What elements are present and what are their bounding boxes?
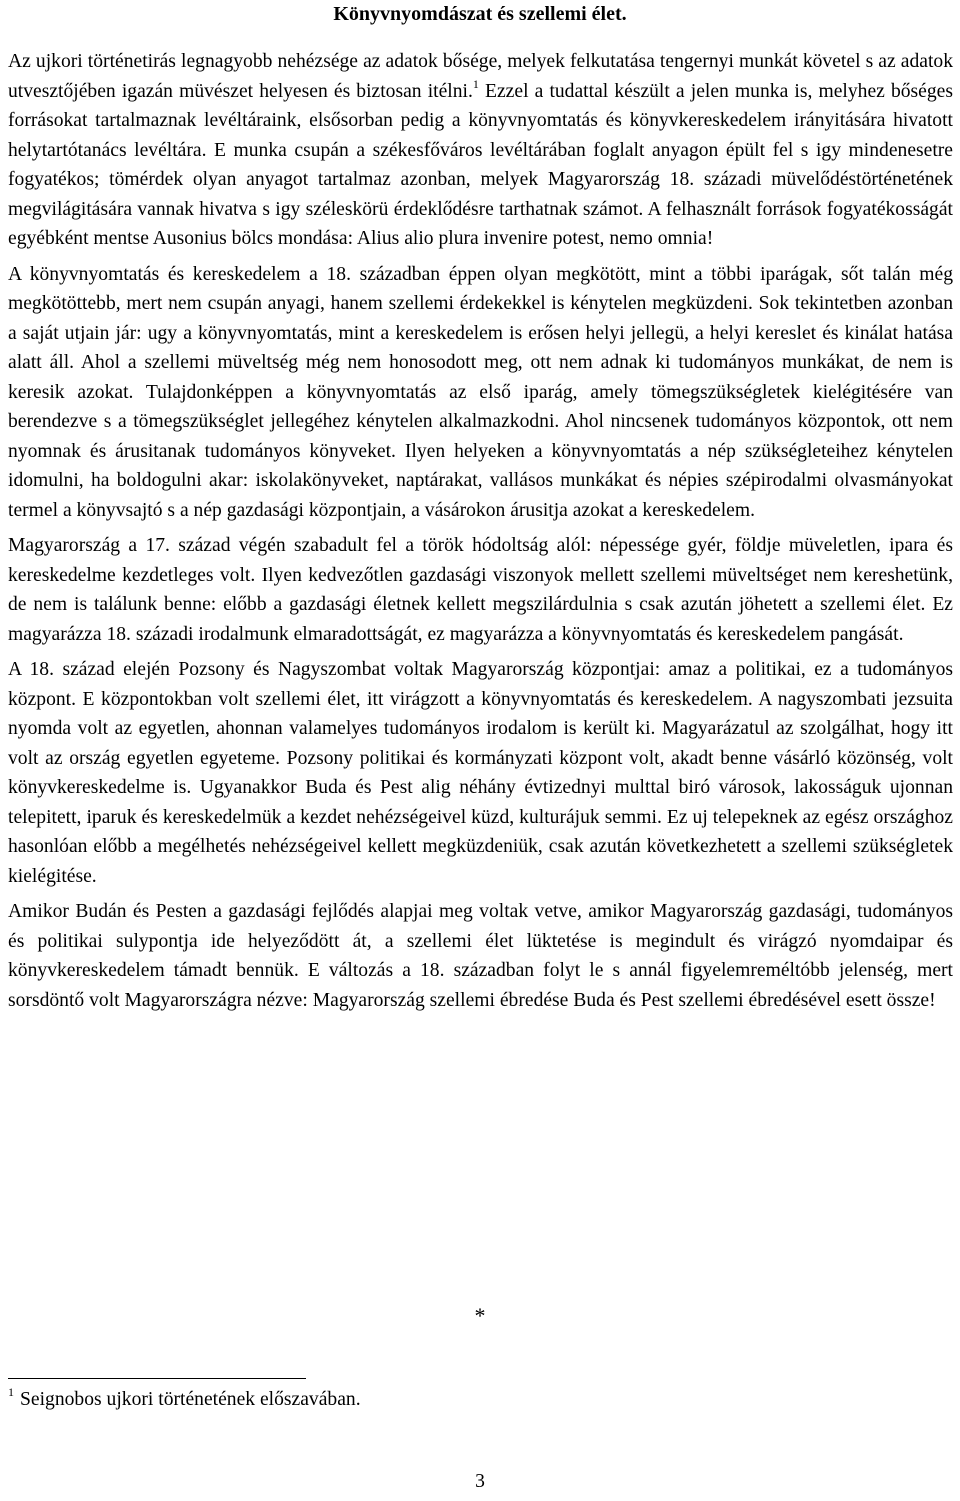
paragraph-4: A 18. század elején Pozsony és Nagyszombat voltak Magyarország központjai: amaz a politikai, ez a tudományos központ. E központokban volt szellemi élet, itt virágzott a könyvnyomtatás és kereskedelem. A nagyszombati jezsuita nyomda volt az egyetlen, ahonnan valamelyes tudományos irodalom is került ki. Magyarázatul az szolgálhat, hogy itt volt az ország egyetlen egyeteme. Pozsony politikai és kormányzati központ volt, akadt benne vásárló közönség, volt könyvkereskedelme is. Ugyanakkor Buda és Pest alig néhány évtizednyi multtal biró városok, lakosságuk ujonnan telepitett, iparuk és kereskedelmük a kezdet nehézségeivel küzd, kulturájuk semmi. Ez uj telepeknek az egész országhoz hasonlóan előbb a megélhetés nehézségeivel kellett megküzdeniük, csak azután következhetett a szellemi szükségletek kielégitése. — [8, 659, 953, 887]
footnote-divider — [8, 1378, 306, 1379]
paragraph-1 — [8, 47, 953, 254]
paragraph-1-part-1: Az ujkori történetirás legnagyobb nehézsége az adatok bősége, melyek felkutatása tengernyi munkát követel s az adatok utvesztőjében igazán müvészet helyesen és biztosan itélni. — [8, 51, 953, 102]
body-text — [8, 47, 953, 1015]
section-separator: * — [474, 1303, 486, 1328]
footnote — [8, 1385, 361, 1412]
footnote-marker: 1 — [8, 1385, 14, 1399]
paragraph-3: Magyarország a 17. század végén szabadult fel a török hódoltság alól: népessége gyér, földje müveletlen, ipara és kereskedelme kezdetleges volt. Ilyen kedvezőtlen gazdasági viszonyok mellett szellemi müveltséget nem kereshetünk, de nem is találunk benne: előbb a gazdasági életnek kellett megszilárdulnia s csak azután jöhetett a szellemi élet. Ez magyarázza 18. századi irodalmunk elmaradottságát, ez magyarázza a könyvnyomtatás és kereskedelem pangását. — [8, 535, 953, 645]
page-number: 3 — [475, 1471, 485, 1492]
document-title: Könyvnyomdászat és szellemi élet. — [333, 3, 627, 25]
paragraph-1-part-2: Ezzel a tudattal készült a jelen munka is, melyhez bőséges forrásokat tartalmaznak levéltáraink, elsősorban pedig a könyvnyomtatás és könyvkereskedelem irányitására hivatott helytartótanács levéltára. E munka csupán a székesfőváros levéltárában foglalt anyagon épült fel s igy mindenesetre fogyatékos; tömérdek olyan anyagot tartalmaz azonban, melyek Magyarország 18. századi müvelődéstörténetének megvilágitására vannak hivatva s igy széleskörü érdeklődésre tarthatnak számot. A felhasznált források fogyatékosságát egyébként mentse Ausonius bölcs mondása: Alius alio plura invenire potest, nemo omnia! — [8, 80, 953, 249]
paragraph-5: Amikor Budán és Pesten a gazdasági fejlődés alapjai meg voltak vetve, amikor Magyarország gazdasági, tudományos és politikai sulypontja ide helyeződött át, a szellemi élet lüktetése is megindult és virágzó nyomdaipar és könyvkereskedelem támadt bennük. E változás a 18. században folyt le s annál figyelemreméltóbb jelenség, mert sorsdöntő volt Magyarországra nézve: Magyarország szellemi ébredése Buda és Pest szellemi ébredésével esett össze! — [8, 901, 953, 1011]
footnote-reference: 1 — [472, 76, 479, 91]
footnote-text: Seignobos ujkori történetének előszavában. — [20, 1389, 361, 1410]
paragraph-2: A könyvnyomtatás és kereskedelem a 18. században éppen olyan megkötött, mint a többi iparágak, sőt talán még megkötöttebb, mert nem csupán anyagi, hanem szellemi érdekekkel is kénytelen megküzdeni. Sok tekintetben azonban a saját utjain jár: ugy a könyvnyomtatás, mint a kereskedelem is erősen helyi jellegü, a helyi kereslet és kinálat hatása alatt áll. Ahol a szellemi müveltség még nem honosodott meg, ott nem adnak ki tudományos munkákat, de nem is keresik azokat. Tulajdonképpen a könyvnyomtatás az első iparág, amely tömegszükségletek kielégitésére van berendezve s a tömegszükséglet jellegéhez kénytelen alkalmazkodni. Ahol nincsenek tudományos központok, ott nem nyomnak és árusitanak tudományos könyveket. Ilyen helyeken a könyvnyomtatás a nép szükségleteihez kénytelen idomulni, ha boldogulni akar: iskolakönyveket, naptárakat, vallásos munkákat és népies szépirodalmi olvasmányokat termel a könyvsajtó s a nép gazdasági központjain, a vásárokon árusitja azokat a kereskedelem. — [8, 263, 953, 521]
